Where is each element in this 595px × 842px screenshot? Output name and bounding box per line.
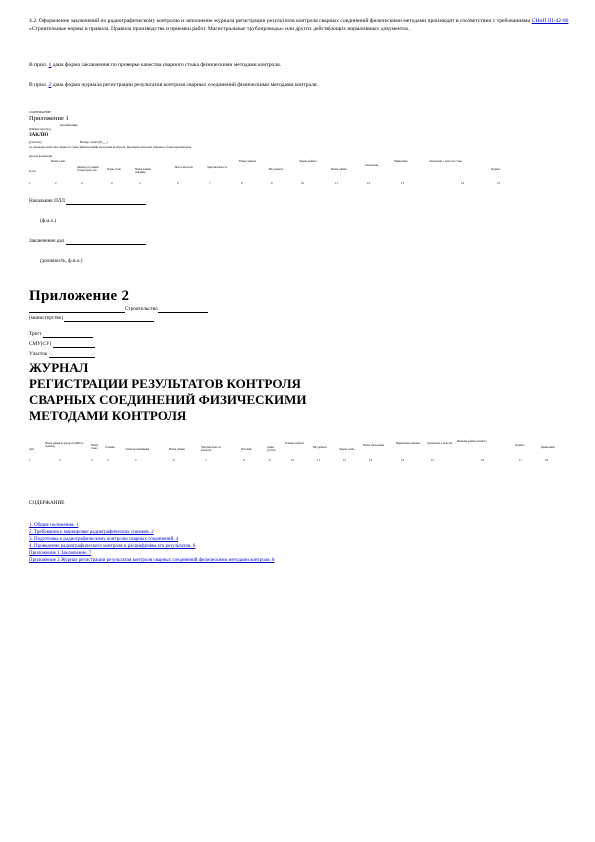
- app2-rownum: 13: [369, 458, 372, 462]
- app2-rownum: 6: [173, 458, 175, 462]
- trest-line: [29, 331, 93, 338]
- app2-col-18: Примечание: [541, 446, 555, 449]
- app2-ministry-line: [29, 315, 154, 322]
- app1-col-14: Заключение о годности стыка: [429, 160, 462, 163]
- app2-col-2: Номер заявки на контроль (ФИО и подпись): [45, 442, 84, 448]
- paragraph-app2: [29, 81, 569, 89]
- app1-title: Приложение 1: [29, 115, 69, 122]
- app1-zak: ЗАКЛЮ: [29, 133, 49, 138]
- app1-col-9: Вид дефекта: [269, 168, 283, 171]
- chief-label: Начальник ПЛЛ: [29, 198, 67, 204]
- stroy-blank-2[interactable]: [158, 312, 208, 313]
- app2-rownum: 8: [243, 458, 245, 462]
- toc-item[interactable]: 3. Подготовка к радиографическому контролю сварных соединений. 4: [29, 537, 179, 542]
- app2-table: [29, 440, 559, 464]
- paragraph-4-2-tail: «Строительные нормы и правила. Правила производства и приемки работ. Магистральные трубопроводы» или других действующих нормативных документах.: [29, 26, 410, 32]
- app2-rownum: 14: [401, 458, 404, 462]
- app2-col-9: Длина участка: [267, 446, 276, 452]
- smu-blank[interactable]: [53, 347, 95, 348]
- app2-rownum: 17: [519, 458, 522, 462]
- app2-rownum: 16: [481, 458, 484, 462]
- app1-rownum: 5: [139, 181, 141, 185]
- app2-col-7: Чувствительность контроля: [201, 446, 222, 452]
- app1-ministry: (Министерство): [29, 127, 51, 131]
- app1-col-8: Размер дефекта: [239, 160, 257, 163]
- trest-blank[interactable]: [43, 337, 93, 338]
- stroy-label: Строительство: [125, 306, 158, 312]
- app2-rownum: 18: [545, 458, 548, 462]
- app1-col-10: Оценка дефекта: [299, 160, 317, 163]
- paragraph-4-2: [29, 17, 569, 33]
- app1-col-2: Номер стыка: [51, 160, 66, 163]
- app1-rownum: 8: [241, 181, 243, 185]
- app2-stroy-line: [29, 306, 208, 313]
- chief-signature-line: [29, 198, 146, 205]
- app2-rownum: 15: [431, 458, 434, 462]
- app2-rownum: 12: [343, 458, 346, 462]
- app1-table: [29, 160, 529, 186]
- app1-rownum: 9: [271, 181, 273, 185]
- uchastok-line: [29, 351, 95, 358]
- smu-line: [29, 341, 95, 348]
- app1-col-6: Метод контроля: [175, 166, 193, 169]
- conclusion-blank[interactable]: [66, 244, 146, 245]
- app2-rownum: 7: [205, 458, 207, 462]
- app2-rownum: 10: [291, 458, 294, 462]
- paragraph-4-2-text: 4.2. Оформление заключений по радиографическому контролю и заполнение журнала регистрации результатов контроля сварных соединений физическими методами производят в соответствии с требованиями: [29, 18, 532, 24]
- app1-line-b: Номер стыка (Ф___): [80, 140, 108, 144]
- toc-item[interactable]: Приложение 2 Журнал регистрации результатов контроля сварных соединений физическими методами контроля. 8: [29, 558, 275, 563]
- app1-rownum: 4: [111, 181, 113, 185]
- journal-line: МЕТОДАМИ КОНТРОЛЯ: [29, 408, 187, 423]
- app2-col-1: Дата: [29, 448, 35, 451]
- app1-rownum: 13: [401, 181, 404, 185]
- app1-line-c: по проверке качества сварного стыка физическими методами контроля. Проверка качества сварного стыка произведена: [29, 145, 192, 149]
- app1-col-15: Подпись: [491, 168, 501, 171]
- conclusion-label: Заключение дал: [29, 238, 66, 244]
- app1-rownum: 1: [29, 181, 31, 185]
- app1-rownum: 15: [497, 181, 500, 185]
- app1-col-4: Марка стали: [107, 168, 121, 171]
- stroy-blank[interactable]: [29, 312, 125, 313]
- journal-line: ЖУРНАЛ: [29, 360, 89, 375]
- app2-title: Приложение 2: [29, 288, 130, 304]
- para2-end: дана форма заключения по проверке качества сварного стыка физическими методами контроля.: [51, 62, 282, 68]
- uchastok-blank[interactable]: [49, 357, 95, 358]
- app2-rownum: 5: [135, 458, 137, 462]
- trest-label: Трест: [29, 331, 42, 337]
- para2-start: В прил.: [29, 62, 49, 68]
- app2-col-12: Оценка стыка: [339, 448, 355, 451]
- app1-col-3: Диаметр и толщина стенки трубы, мм: [77, 166, 99, 172]
- app2-link[interactable]: 2: [48, 82, 52, 88]
- app1-organization: Организация: [60, 123, 78, 127]
- app1-col-11: Номер снимка: [331, 168, 347, 171]
- app2-col-17: Подпись: [515, 444, 525, 447]
- app2-col-8: Источник: [241, 448, 252, 451]
- app2-col-15: Заключение о качестве: [427, 442, 453, 445]
- paragraph-app1: [29, 61, 569, 69]
- app1-line-d: (метод контроля): [29, 154, 53, 158]
- chief-sub: (ф.и.о.): [40, 218, 57, 224]
- smu-label: СМУ(СУ): [29, 341, 52, 347]
- conclusion-sub: (должность, ф.и.о.): [40, 258, 83, 264]
- app2-col-3: Номер стыка: [91, 444, 99, 450]
- app2-rownum: 3: [91, 458, 93, 462]
- app2-rownum: 1: [29, 458, 31, 462]
- para3-end: дана форма журнала регистрации результатов контроля сварных соединений физическими методами контроля.: [51, 82, 318, 88]
- app1-line-a: (участок): [29, 140, 42, 144]
- app1-col-12: Заключение: [365, 164, 379, 167]
- ministry-label: (министерство): [29, 315, 64, 321]
- para3-start: В прил.: [29, 82, 49, 88]
- app1-rownum: 3: [81, 181, 83, 185]
- app1-rownum: 10: [301, 181, 304, 185]
- toc-item[interactable]: 2. Требования к маркировке радиографических снимков. 2: [29, 530, 154, 535]
- app1-link[interactable]: 1: [48, 62, 52, 68]
- journal-title: [29, 360, 306, 424]
- app2-col-11: Вид дефекта: [313, 446, 327, 449]
- conclusion-signature-line: [29, 238, 146, 245]
- app2-col-5: Схема просвечивания: [125, 448, 150, 451]
- toc-item[interactable]: 1. Общие положения. 1: [29, 523, 79, 528]
- toc-list: [29, 522, 569, 564]
- app2-col-6: Номер снимка: [169, 448, 185, 451]
- journal-line: РЕГИСТРАЦИИ РЕЗУЛЬТАТОВ КОНТРОЛЯ: [29, 376, 301, 391]
- app2-col-14: Выявленные дефекты: [396, 442, 421, 445]
- toc-title: СОДЕРЖАНИЕ: [29, 500, 65, 506]
- app1-rownum: 14: [461, 181, 464, 185]
- app1-rownum: 2: [55, 181, 57, 185]
- app2-col-13: Номер заключения: [363, 444, 384, 447]
- chief-blank[interactable]: [66, 204, 146, 205]
- app1-col-7: Чувствительность: [207, 166, 228, 169]
- app1-rownum: 11: [335, 181, 338, 185]
- app2-col-4: Толщина: [105, 446, 115, 449]
- toc-item[interactable]: Приложение 1 Заключение. 7: [29, 551, 92, 556]
- app1-rownum: 7: [209, 181, 211, 185]
- app2-col-16: Фамилия дефектоскописта: [457, 440, 487, 443]
- journal-line: СВАРНЫХ СОЕДИНЕНИЙ ФИЗИЧЕСКИМИ: [29, 392, 307, 407]
- ministry-blank[interactable]: [64, 321, 154, 322]
- snip-link[interactable]: СНиП III-42-80: [531, 18, 569, 24]
- app1-rownum: 6: [177, 181, 179, 185]
- app1-col-13: Примечание: [394, 160, 408, 163]
- app2-rownum: 11: [317, 458, 320, 462]
- toc-item[interactable]: 4. Проведение радиографического контроля и расшифровка его результатов. 6: [29, 544, 196, 549]
- app1-col-5: Номер клейма сварщика: [135, 168, 151, 174]
- app2-rownum: 9: [269, 458, 271, 462]
- app2-rownum: 2: [59, 458, 61, 462]
- app1-small-top: СОДЕРЖАНИЕ: [29, 110, 51, 114]
- app1-rownum: 12: [367, 181, 370, 185]
- uchastok-label: Участок: [29, 351, 48, 357]
- app1-col-1: № п/п: [29, 170, 36, 173]
- app2-col-10: Размеры дефекта: [285, 442, 304, 445]
- app2-rownum: 4: [107, 458, 109, 462]
